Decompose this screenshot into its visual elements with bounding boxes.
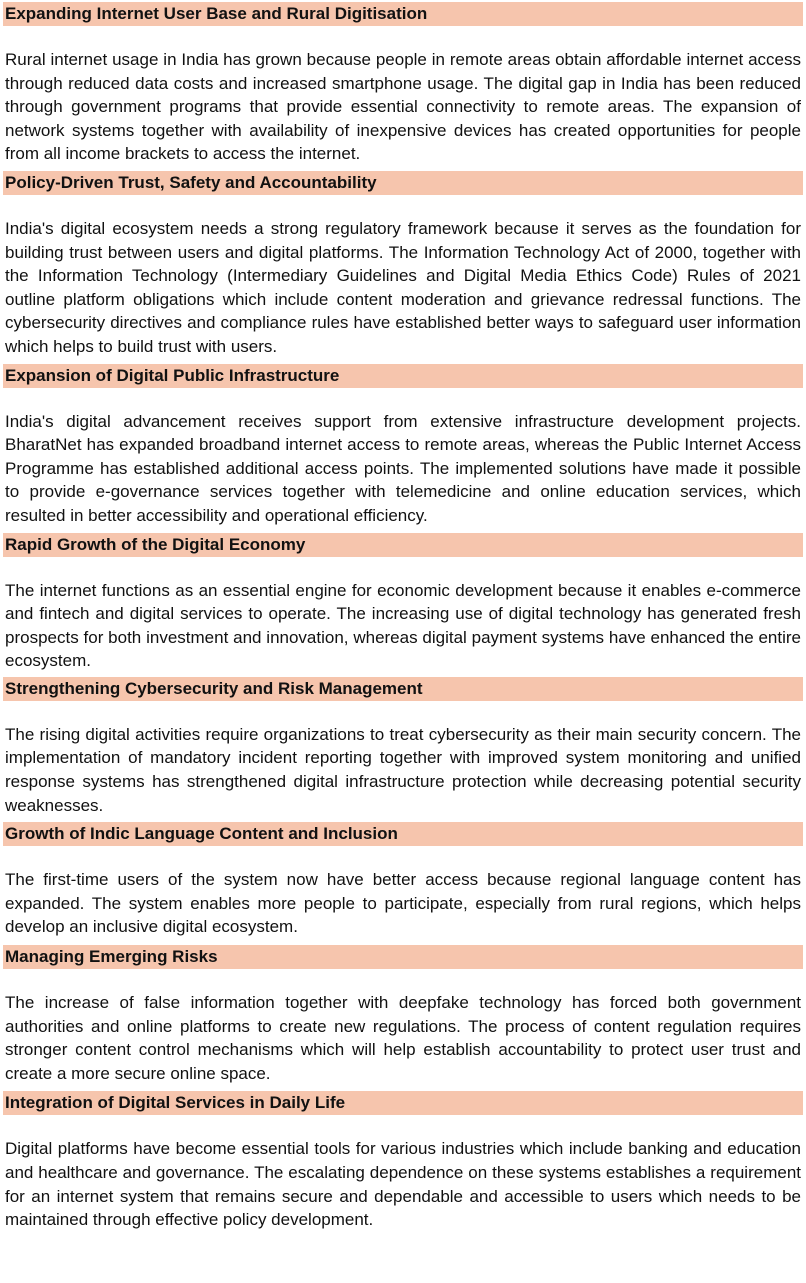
section-paragraph: The increase of false information together with deepfake technology has forced both government authorities and online platforms to create new regulations. The process of content regulation requires stronger content control mechanisms which will help establish accountability to protect user trust and create a more secure online space. [5,993,801,1083]
section-heading: Policy-Driven Trust, Safety and Accountability [3,171,803,195]
section-heading: Strengthening Cybersecurity and Risk Management [3,677,803,701]
section-paragraph: Digital platforms have become essential tools for various industries which include banking and education and healthcare and governance. The escalating dependence on these systems establishes a requirement for an internet system that remains secure and dependable and accessible to users which needs to be maintained through effective policy development. [5,1139,801,1230]
section-heading: Growth of Indic Language Content and Inclusion [3,822,803,846]
section-rural-digitisation [3,2,803,166]
section-paragraph: India's digital ecosystem needs a strong regulatory framework because it serves as the foundation for building trust between users and digital platforms. The Information Technology Act of 2000, together with the Information Technology (Intermediary Guidelines and Digital Media Ethics Code) Rules of 2021 outline platform obligations which include content moderation and grievance redressal functions. The cybersecurity directives and compliance rules have established better ways to safeguard user information which helps to build trust with users. [5,218,801,356]
section-paragraph: The internet functions as an essential engine for economic development because it enables e-commerce and fintech and digital services to operate. The increasing use of digital technology has generated fresh prospects for both investment and innovation, whereas digital payment systems have enhanced the entire ecosystem. [5,580,801,671]
section-digital-economy [3,533,803,673]
section-heading: Expanding Internet User Base and Rural Digitisation [3,2,803,26]
section-heading: Integration of Digital Services in Daily Life [3,1091,803,1115]
section-trust-safety [3,171,803,359]
section-heading: Rapid Growth of the Digital Economy [3,533,803,557]
section-heading: Expansion of Digital Public Infrastructure [3,364,803,388]
section-paragraph: The first-time users of the system now have better access because regional language content has expanded. The system enables more people to participate, especially from rural regions, which helps develop an inclusive digital ecosystem. [5,870,801,937]
section-paragraph: The rising digital activities require organizations to treat cybersecurity as their main security concern. The implementation of mandatory incident reporting together with improved system monitoring and unified response systems has strengthened digital infrastructure protection while decreasing potential security weaknesses. [5,724,801,815]
section-cybersecurity [3,677,803,817]
section-heading: Managing Emerging Risks [3,945,803,969]
section-daily-life [3,1091,803,1231]
section-emerging-risks [3,945,803,1085]
section-paragraph: India's digital advancement receives support from extensive infrastructure development projects. BharatNet has expanded broadband internet access to remote areas, whereas the Public Internet Access Programme has established additional access points. The implemented solutions have made it possible to provide e-governance services together with telemedicine and online education services, which resulted in better accessibility and operational efficiency. [5,411,801,525]
section-paragraph: Rural internet usage in India has grown because people in remote areas obtain affordable internet access through reduced data costs and increased smartphone usage. The digital gap in India has been reduced through government programs that provide essential connectivity to remote areas. The expansion of network systems together with availability of inexpensive devices has created opportunities for people from all income brackets to access the internet. [5,50,801,164]
section-public-infrastructure [3,364,803,528]
section-indic-language [3,822,803,939]
